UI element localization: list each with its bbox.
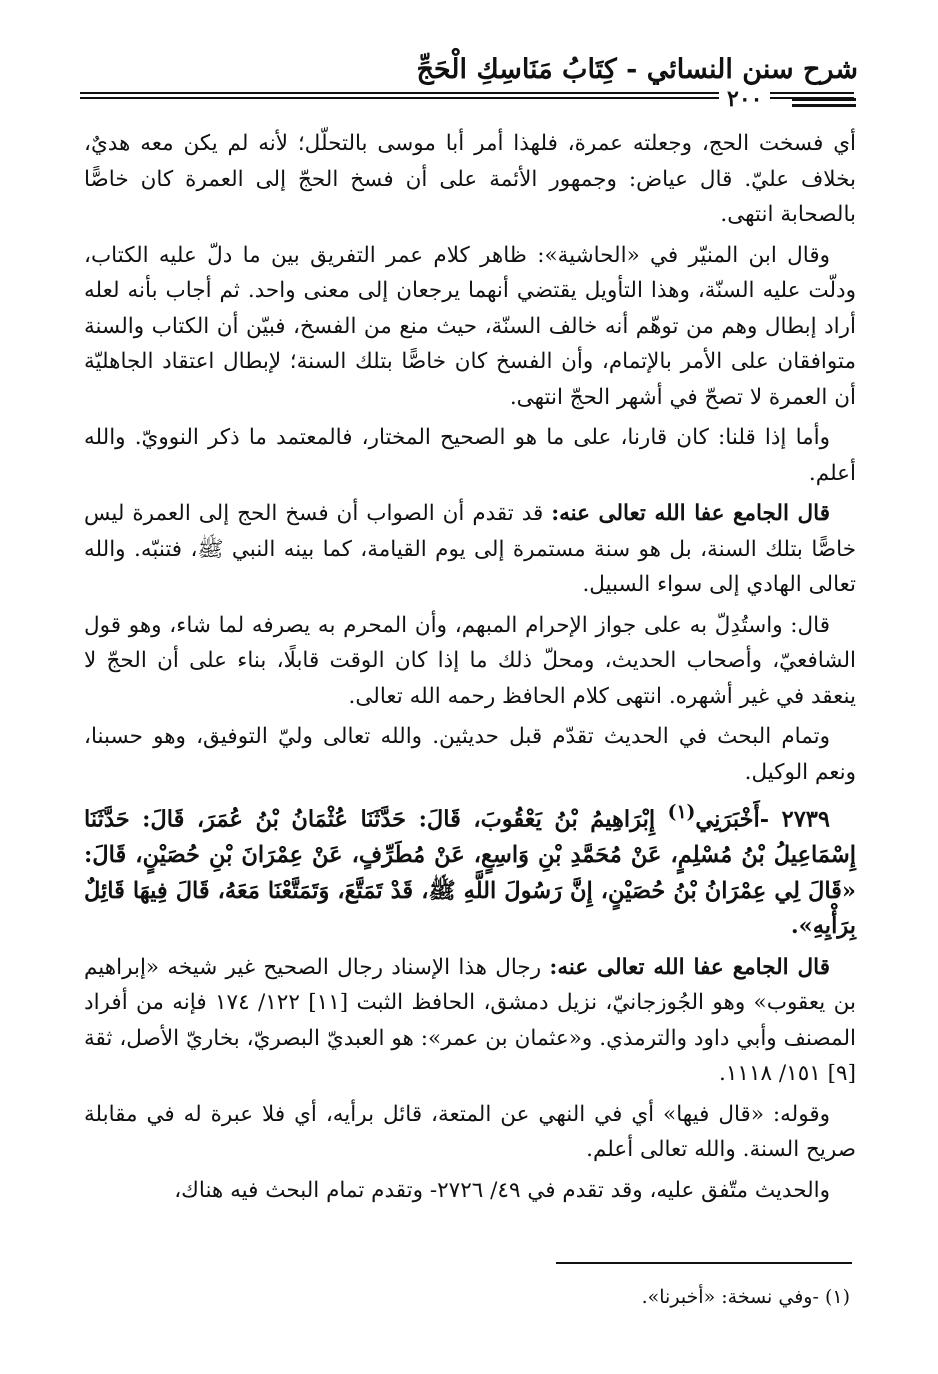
compiler-lead: قال الجامع عفا الله تعالى عنه: — [551, 501, 830, 526]
paragraph: وقال ابن المنيّر في «الحاشية»: ظاهر كلام عمر التفريق بين ما دلّ عليه الكتاب، ودلّت عليه السنّة، وهذا التأويل يقتضي أنهما يرجعان إلى معنى واحد. ثم أجاب بأنه لعله أراد إبطال وهم من توهّم أنه خالف السنّة، حيث منع من الفسخ، فبيّن أن الكتاب والسنة متوافقان على الأمر بالإتمام، وأن الفسخ كان خاصًّا بتلك السنة؛ لإبطال اعتقاد الجاهليّة أن العمرة لا تصحّ في أشهر الحجّ انتهى. — [84, 242, 856, 410]
page-number-rule-top — [792, 98, 856, 101]
hadith-number: ٢٧٣٩ — [781, 806, 830, 833]
compiler-lead: قال الجامع عفا الله تعالى عنه: — [549, 954, 830, 980]
paragraph: وتمام البحث في الحديث تقدّم قبل حديثين. والله تعالى وليّ التوفيق، وهو حسبنا، ونعم الوكيل. — [84, 724, 856, 785]
footnote-rule — [556, 1262, 852, 1264]
running-title: شرح سنن النسائي - كِتَابُ مَنَاسِكِ الْحَجِّ — [416, 54, 858, 85]
paragraph: قال: واستُدِلّ به على جواز الإحرام المبهم، وأن المحرم به يصرفه لما شاء، وهو قول الشافعيّ، وأصحاب الحديث، ومحلّ ذلك ما إذا كان الوقت قابلًا، بناء على أن الحجّ لا ينعقد في غير أشهره. انتهى كلام الحافظ رحمه الله تعالى. — [84, 612, 856, 709]
footnote: (١) -وفي نسخة: «أخبرنا». — [641, 1286, 850, 1308]
main-text — [84, 126, 856, 1213]
paragraph: وقوله: «قال فيها» أي في النهي عن المتعة، قائل برأيه، أي فلا عبرة له في مقابلة صريح السنة. والله تعالى أعلم. — [84, 1101, 856, 1162]
footnote-marker: (١) — [824, 1286, 850, 1308]
page-number: ٢٠٠ — [719, 86, 770, 112]
paragraph-compiler-note: قال الجامع عفا الله تعالى عنه: رجال هذا الإسناد رجال الصحيح غير شيخه «إبراهيم بن يعقوب» وهو الجُوزجانيّ، نزيل دمشق، الحافظ الثبت [١١] ١٢٢/ ١٧٤ فإنه من أفراد المصنف وأبي داود والترمذي. و«عثمان بن عمر»: هو العبديّ البصريّ، بخاريّ الأصل، ثقة [٩] ١٥١/ ١١١٨. — [84, 954, 856, 1086]
paragraph: والحديث متّفق عليه، وقد تقدم في ٤٩/ ٢٧٢٦- وتقدم تمام البحث فيه هناك، — [174, 1177, 830, 1203]
hadith-text: ٢٧٣٩ -أَخْبَرَنِي$^{(١)}$ إِبْرَاهِيمُ بْنُ يَعْقُوبَ، قَالَ: حَدَّثَنَا عُثْمَانُ بْنُ عُمَرَ، قَالَ: حَدَّثَنَا إِسْمَاعِيلُ بْنُ مُسْلِمٍ، عَنْ مُحَمَّدِ بْنِ وَاسِعٍ، عَنْ مُطَرِّفٍ، عَنْ عِمْرَانَ بْنِ حُصَيْنٍ، قَالَ: «قَالَ لِي عِمْرَانُ بْنُ حُصَيْنٍ، إِنَّ رَسُولَ اللَّهِ ﷺ، قَدْ تَمَتَّعَ، وَتَمَتَّعْنَا مَعَهُ، قَالَ فِيهَا قَائِلٌ بِرَأْيِهِ». — [84, 801, 856, 939]
paragraph-compiler-note: قال الجامع عفا الله تعالى عنه: قد تقدم أن الصواب أن فسخ الحج إلى العمرة ليس خاصًّا بتلك السنة، بل هو سنة مستمرة إلى يوم القيامة، كما بينه النبي ﷺ، فتنبّه. والله تعالى الهادي إلى سواء السبيل. — [84, 501, 856, 597]
footnote-ref: (١) — [667, 801, 696, 823]
page-number-rule-bottom — [792, 104, 856, 107]
paragraph: أي فسخت الحج، وجعلته عمرة، فلهذا أمر أبا موسى بالتحلّل؛ لأنه لم يكن معه هديٌ، بخلاف عليّ. قال عياض: وجمهور الأئمة على أن فسخ الحجّ إلى العمرة كان خاصًّا بالصحابة انتهى. — [84, 131, 856, 227]
paragraph: وأما إذا قلنا: كان قارنا، على ما هو الصحيح المختار، فالمعتمد ما ذكر النوويّ. والله أعلم. — [84, 425, 856, 486]
